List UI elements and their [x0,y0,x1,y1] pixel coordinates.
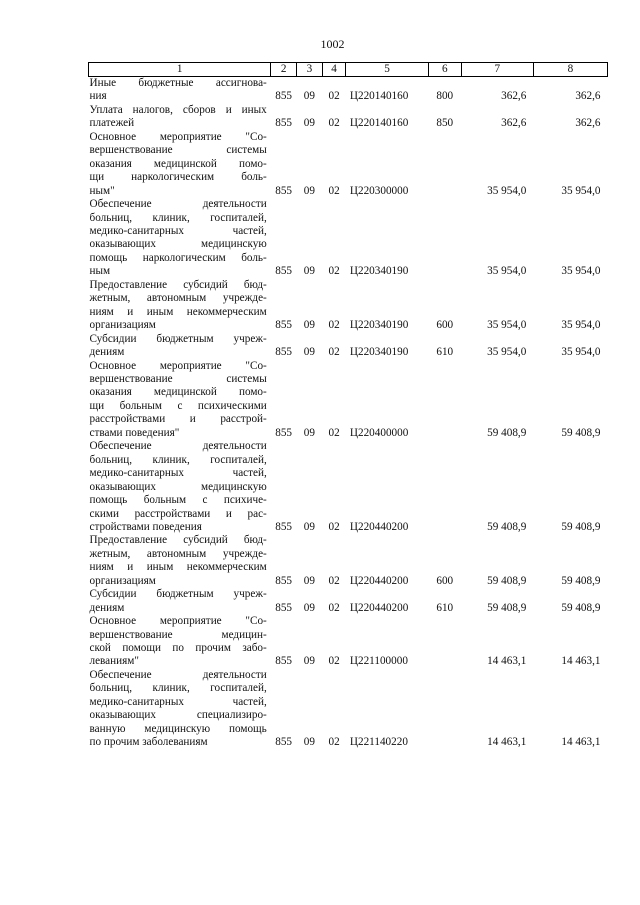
row-cell-amount-2: 35 954,0 [561,346,601,359]
name-line: Предоставление субсидий бюд- [89,534,267,547]
row-cell-section: 09 [303,574,315,587]
row-cell-amount-1: 14 463,1 [487,736,527,749]
table-row [89,198,608,279]
row-cell-section: 09 [303,736,315,749]
row-cell-name [89,333,271,360]
row-cell-amount-1: 35 954,0 [487,346,527,359]
name-line: помощь наркологическим боль- [89,251,267,264]
name-line: Уплата налогов, сборов и иных [89,103,267,116]
row-cell-subsection: 02 [328,117,340,130]
name-line: оказывающих медицинскую [89,480,267,493]
name-line: щи больным с психическими [89,399,267,412]
table-row [89,360,608,441]
name-line: медико-санитарных частей, [89,695,267,708]
row-cell-amount-2: 35 954,0 [561,319,601,332]
name-line: стройствами поведения [89,520,202,533]
row-cell-expense-type [428,360,461,441]
row-cell-section: 09 [303,520,315,533]
row-cell-target-code: Ц220300000 [349,184,409,197]
row-cell-subsection: 02 [328,346,340,359]
name-line: Субсидии бюджетным учреж- [89,332,267,345]
name-line: Основное мероприятие "Со- [89,615,267,628]
name-line: ванную медицинскую помощь [89,722,267,735]
name-line: Обеспечение деятельности [89,440,267,453]
name-line: жетным, автономным учрежде- [89,547,267,560]
row-cell-name [89,104,271,131]
name-line: леваниям" [89,655,139,668]
row-cell-target-code: Ц220140160 [349,90,409,103]
name-line: оказывающих медицинскую [89,238,267,251]
row-cell-expense-type [428,440,461,534]
row-cell-chapter: 855 [275,426,293,439]
name-line: расстройствами и расстрой- [89,413,267,426]
row-cell-name [89,440,271,534]
name-line: ниям и иным некоммерческим [89,305,267,318]
row-cell-name [89,198,271,279]
name-line: дениям [89,346,125,359]
row-cell-name [89,131,271,198]
table-row [89,279,608,333]
header-col-1: 1 [89,63,271,77]
row-cell-expense-type: 850 [436,117,454,130]
row-cell-amount-2: 35 954,0 [561,265,601,278]
row-cell-target-code: Ц220340190 [349,265,409,278]
row-cell-amount-2: 59 408,9 [561,426,601,439]
name-line: ния [89,90,107,103]
row-cell-subsection: 02 [328,601,340,614]
name-line: медико-санитарных частей, [89,467,267,480]
row-cell-section: 09 [303,655,315,668]
row-cell-amount-2: 362,6 [575,117,601,130]
name-line: по прочим заболеваниям [89,736,208,749]
row-cell-target-code: Ц220400000 [349,426,409,439]
row-cell-name [89,279,271,333]
row-cell-section: 09 [303,265,315,278]
name-line: ской помощи по прочим забо- [89,642,267,655]
header-col-7: 7 [461,63,533,77]
row-cell-name [89,534,271,588]
header-col-4: 4 [322,63,346,77]
row-cell-subsection: 02 [328,736,340,749]
table-row [89,131,608,198]
row-cell-amount-1: 59 408,9 [487,520,527,533]
row-cell-target-code: Ц220340190 [349,346,409,359]
header-col-8: 8 [533,63,607,77]
table-row [89,615,608,669]
row-cell-chapter: 855 [275,574,293,587]
row-cell-expense-type [428,669,461,750]
row-cell-target-code: Ц220340190 [349,319,409,332]
row-cell-expense-type: 600 [436,319,454,332]
header-col-5: 5 [346,63,428,77]
name-line: ниям и иным некоммерческим [89,561,267,574]
row-cell-amount-1: 35 954,0 [487,319,527,332]
name-line: Иные бюджетные ассигнова- [89,77,267,89]
row-cell-name [89,588,271,615]
name-line: медико-санитарных частей, [89,224,267,237]
row-cell-subsection: 02 [328,90,340,103]
page-number: 1002 [320,37,345,51]
row-cell-amount-1: 35 954,0 [487,265,527,278]
row-cell-amount-1: 362,6 [501,90,527,103]
table-row [89,77,608,104]
row-cell-amount-1: 362,6 [501,117,527,130]
row-cell-expense-type [428,615,461,669]
row-cell-amount-2: 59 408,9 [561,601,601,614]
name-line: помощь больным с психиче- [89,494,267,507]
table-header [89,63,608,77]
name-line: Основное мероприятие "Со- [89,130,267,143]
name-line: Обеспечение деятельности [89,198,267,211]
row-cell-target-code: Ц220440200 [349,520,409,533]
row-cell-section: 09 [303,184,315,197]
name-line: платежей [89,117,135,130]
row-cell-name [89,669,271,750]
budget-table [88,62,608,750]
row-cell-chapter: 855 [275,265,293,278]
name-line: Основное мероприятие "Со- [89,359,267,372]
row-cell-target-code: Ц220440200 [349,574,409,587]
name-line: скими расстройствами и рас- [89,507,267,520]
row-cell-subsection: 02 [328,319,340,332]
table-row [89,104,608,131]
row-cell-target-code: Ц220140160 [349,117,409,130]
row-cell-chapter: 855 [275,117,293,130]
name-line: вершенствование медицин- [89,628,267,641]
row-cell-target-code: Ц220440200 [349,601,409,614]
row-cell-section: 09 [303,117,315,130]
row-cell-expense-type: 800 [436,90,454,103]
name-line: вершенствование системы [89,372,267,385]
row-cell-target-code: Ц221140220 [349,736,408,749]
name-line: больниц, клиник, госпиталей, [89,211,267,224]
name-line: вершенствование системы [89,144,267,157]
row-cell-amount-1: 59 408,9 [487,574,527,587]
row-cell-subsection: 02 [328,655,340,668]
row-cell-amount-1: 59 408,9 [487,426,527,439]
name-line: ным" [89,184,115,197]
row-cell-amount-1: 35 954,0 [487,184,527,197]
row-cell-subsection: 02 [328,426,340,439]
row-cell-name [89,615,271,669]
row-cell-section: 09 [303,319,315,332]
header-col-3: 3 [297,63,323,77]
header-row [89,63,608,77]
row-cell-amount-2: 59 408,9 [561,574,601,587]
row-cell-expense-type: 610 [436,346,454,359]
row-cell-chapter: 855 [275,319,293,332]
name-line: оказания медицинской помо- [89,157,267,170]
name-line: ным [89,265,111,278]
row-cell-section: 09 [303,426,315,439]
row-cell-section: 09 [303,346,315,359]
name-line: организациям [89,574,156,587]
table-row [89,588,608,615]
row-cell-expense-type: 600 [436,574,454,587]
row-cell-section: 09 [303,601,315,614]
table-row [89,534,608,588]
row-cell-name [89,360,271,441]
row-cell-expense-type: 610 [436,601,454,614]
name-line: оказывающих специализиро- [89,709,267,722]
row-cell-amount-2: 35 954,0 [561,184,601,197]
row-cell-amount-1: 59 408,9 [487,601,527,614]
name-line: больниц, клиник, госпиталей, [89,453,267,466]
name-line: оказания медицинской помо- [89,386,267,399]
row-cell-name [89,77,271,104]
row-cell-amount-2: 362,6 [575,90,601,103]
row-cell-subsection: 02 [328,520,340,533]
row-cell-expense-type [428,131,461,198]
name-line: ствами поведения" [89,426,180,439]
table-row [89,333,608,360]
row-cell-expense-type [428,198,461,279]
name-line: Субсидии бюджетным учреж- [89,588,267,601]
row-cell-amount-2: 14 463,1 [561,655,601,668]
header-col-6: 6 [428,63,461,77]
row-cell-amount-2: 14 463,1 [561,736,601,749]
row-cell-amount-2: 59 408,9 [561,520,601,533]
name-line: Обеспечение деятельности [89,668,267,681]
name-line: жетным, автономным учрежде- [89,292,267,305]
name-line: организациям [89,319,156,332]
header-col-2: 2 [271,63,297,77]
row-cell-target-code: Ц221100000 [349,655,408,668]
row-cell-chapter: 855 [275,184,293,197]
row-cell-subsection: 02 [328,184,340,197]
row-cell-section: 09 [303,90,315,103]
row-cell-chapter: 855 [275,655,293,668]
row-cell-amount-1: 14 463,1 [487,655,527,668]
name-line: Предоставление субсидий бюд- [89,278,267,291]
row-cell-chapter: 855 [275,736,293,749]
table-row [89,669,608,750]
row-cell-chapter: 855 [275,601,293,614]
row-cell-subsection: 02 [328,265,340,278]
name-line: дениям [89,601,125,614]
table-body [89,77,608,750]
row-cell-chapter: 855 [275,520,293,533]
row-cell-chapter: 855 [275,90,293,103]
row-cell-chapter: 855 [275,346,293,359]
row-cell-subsection: 02 [328,574,340,587]
name-line: щи наркологическим боль- [89,171,267,184]
name-line: больниц, клиник, госпиталей, [89,682,267,695]
table-row [89,440,608,534]
